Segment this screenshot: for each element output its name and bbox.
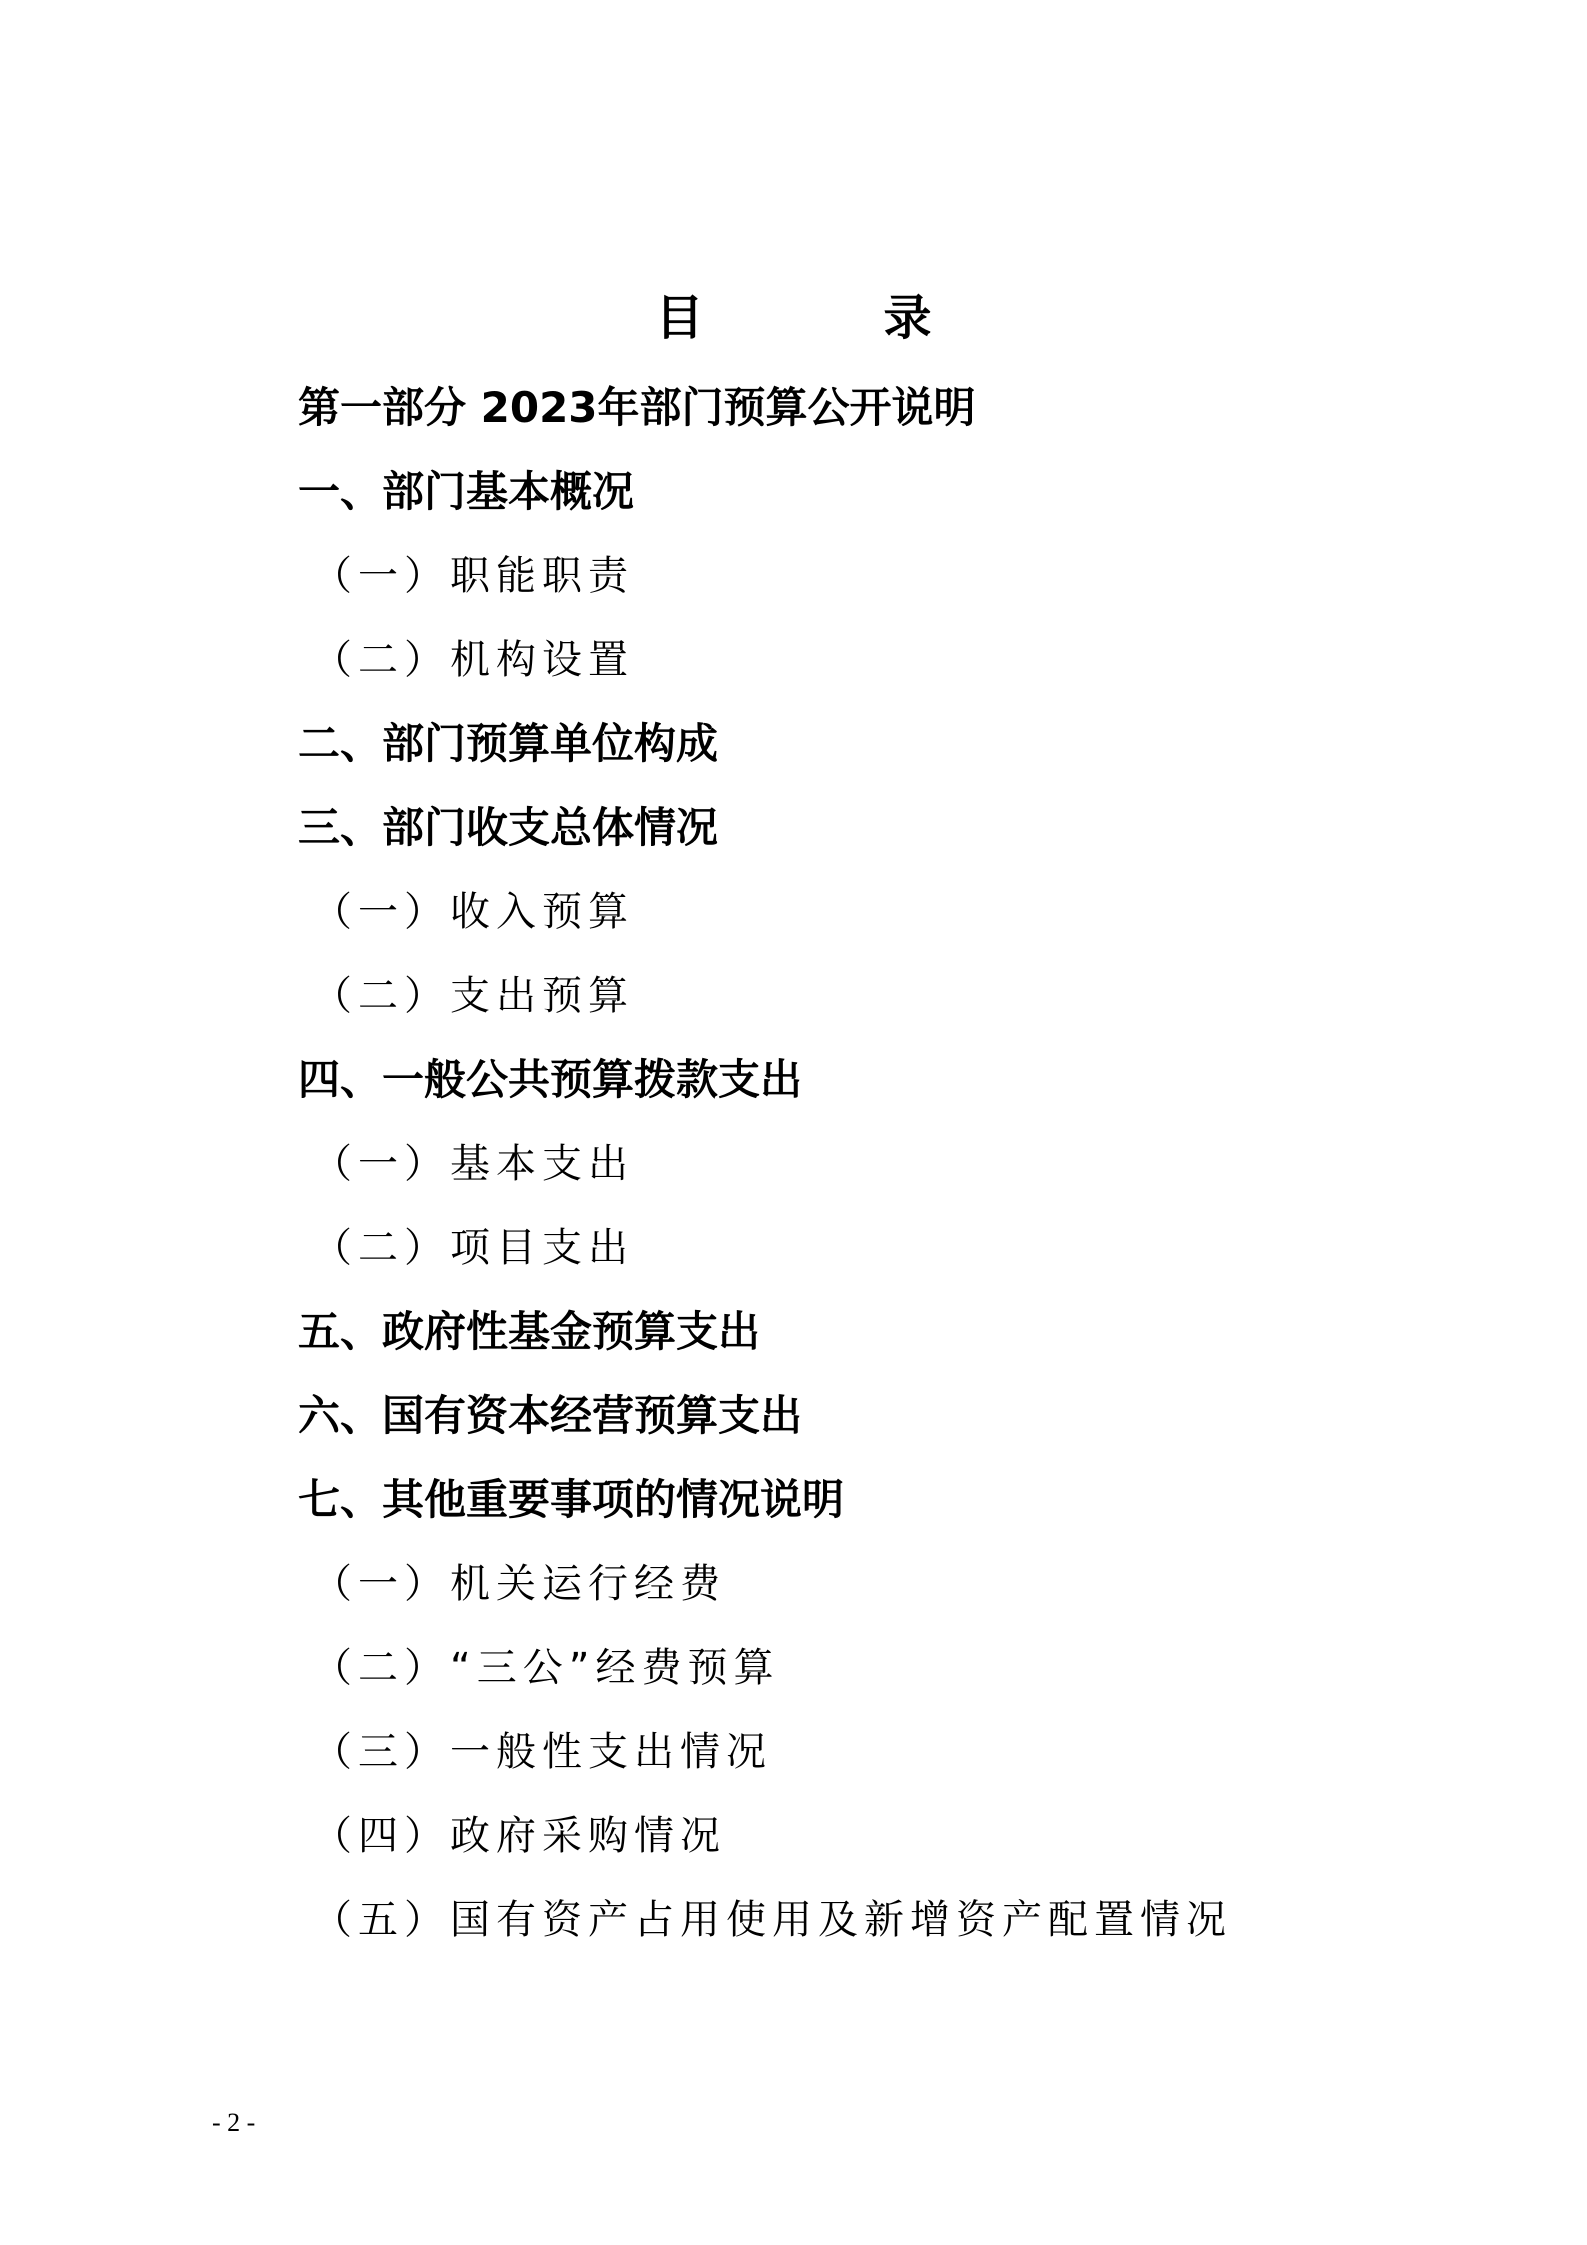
table-of-contents xyxy=(298,378,1298,1974)
toc-item: 七、其他重要事项的情况说明 xyxy=(298,1475,845,1524)
toc-subitem: （二）项目支出 xyxy=(312,1225,634,1271)
toc-subitem: （五）国有资产占用使用及新增资产配置情况 xyxy=(312,1897,1232,1943)
toc-item: 四、一般公共预算拨款支出 xyxy=(298,1055,803,1104)
toc-item: 一、部门基本概况 xyxy=(298,467,635,516)
toc-item: 五、政府性基金预算支出 xyxy=(298,1307,761,1356)
toc-item: 六、国有资本经营预算支出 xyxy=(298,1391,803,1440)
toc-subitem: （三）一般性支出情况 xyxy=(312,1729,772,1775)
toc-subitem: （一）机关运行经费 xyxy=(312,1561,726,1607)
toc-subitem: （二）“三公”经费预算 xyxy=(312,1645,780,1691)
page-number: - 2 - xyxy=(212,2108,256,2137)
toc-item: 第一部分 2023年部门预算公开说明 xyxy=(298,383,976,432)
toc-item: 三、部门收支总体情况 xyxy=(298,803,719,852)
toc-subitem: （二）支出预算 xyxy=(312,973,634,1019)
toc-subitem: （二）机构设置 xyxy=(312,637,634,683)
toc-subitem: （一）基本支出 xyxy=(312,1141,634,1187)
toc-subitem: （一）职能职责 xyxy=(312,553,634,599)
toc-subitem: （四）政府采购情况 xyxy=(312,1813,726,1859)
toc-subitem: （一）收入预算 xyxy=(312,889,634,935)
toc-item: 二、部门预算单位构成 xyxy=(298,719,719,768)
page-title: 目 录 xyxy=(655,290,998,346)
